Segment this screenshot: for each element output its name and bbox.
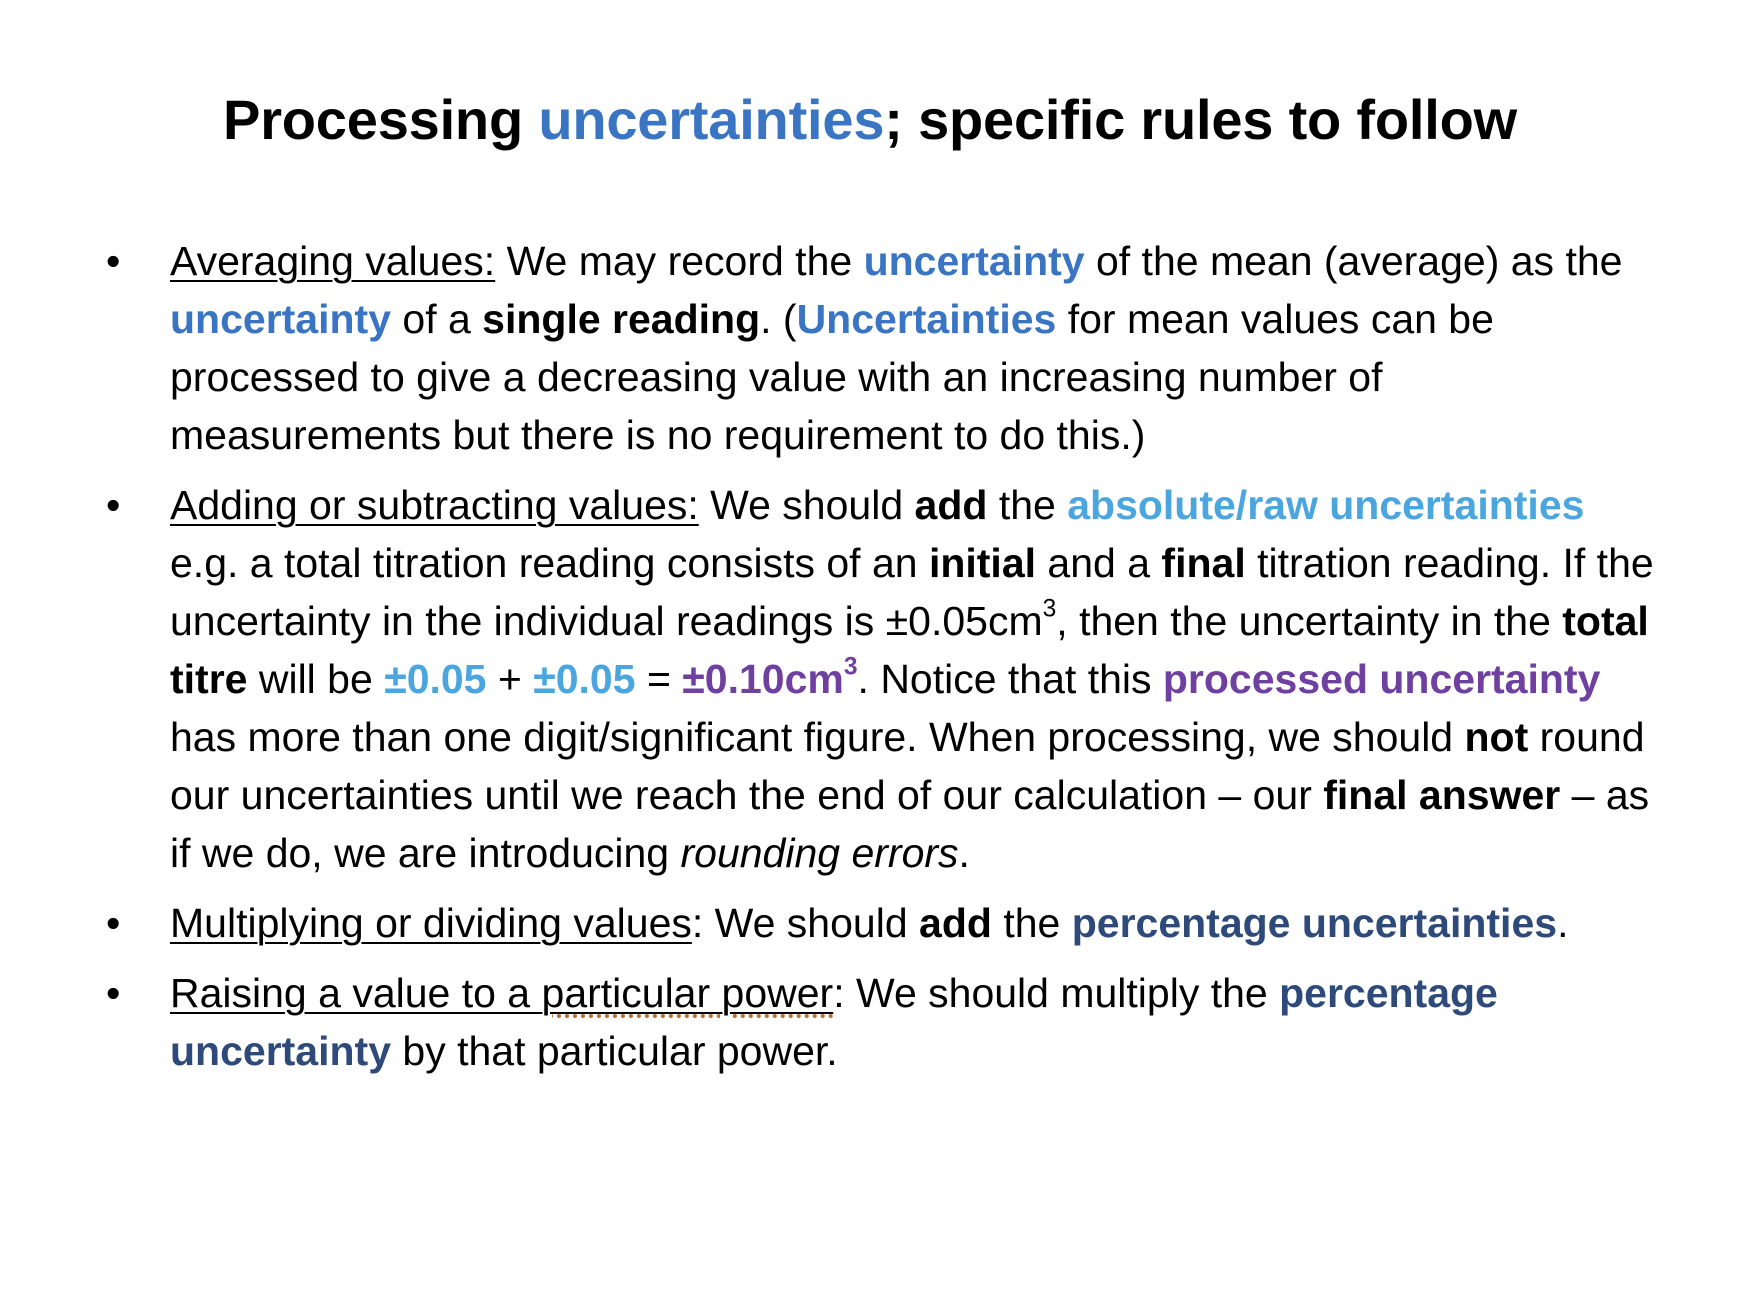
highlight-term: percentage uncertainty	[170, 970, 1498, 1074]
title-text-end: ; specific rules to follow	[884, 88, 1517, 151]
value-term: ±0.05	[384, 656, 487, 702]
text: and a	[1036, 540, 1162, 586]
text: for mean values can be processed to give a decreasing value with an increasing number of measurements but there is no requirement to do this.)	[170, 296, 1494, 458]
bullet-averaging	[102, 232, 1662, 464]
highlight-term: Uncertainties	[796, 296, 1057, 342]
text: – as if we do, we are introducing	[170, 772, 1650, 876]
highlight-term: percentage uncertainties	[1071, 900, 1558, 946]
bullet-heading: Adding or subtracting values:	[170, 482, 699, 528]
text: .	[1557, 900, 1569, 946]
text: titration reading. If the uncertainty in the individual readings is ±0.05cm	[170, 540, 1654, 644]
result-term	[682, 653, 858, 702]
result-value: ±0.10cm	[682, 656, 844, 702]
bold-term: final	[1161, 540, 1246, 586]
text: will be	[247, 656, 385, 702]
highlight-term: processed uncertainty	[1162, 656, 1601, 702]
text: . (	[760, 296, 797, 342]
text: by that particular power.	[391, 1028, 838, 1074]
text: the	[991, 900, 1072, 946]
text: : We should	[691, 900, 920, 946]
title-text: Processing	[223, 88, 539, 151]
bold-term: add	[914, 482, 988, 528]
bold-term: initial	[928, 540, 1037, 586]
slide-title	[0, 86, 1740, 154]
text: , then the uncertainty in the	[1056, 598, 1563, 644]
highlight-term: uncertainty	[863, 238, 1085, 284]
bullet-list	[102, 232, 1662, 1092]
text: of the mean (average) as the	[1084, 238, 1623, 284]
bold-term: not	[1464, 714, 1529, 760]
bullet-heading-part: particular power	[541, 970, 834, 1016]
bullet-raising-power	[102, 964, 1662, 1080]
bullet-heading-part: Raising a value to a	[170, 970, 542, 1016]
bullet-dot: •	[106, 238, 121, 284]
text: We should	[698, 482, 915, 528]
bullet-dot: •	[106, 970, 121, 1016]
text: We may record the	[495, 238, 864, 284]
bold-term: total titre	[170, 598, 1649, 702]
text: .	[958, 830, 970, 876]
italic-term: rounding errors	[680, 830, 959, 876]
superscript: 3	[843, 653, 858, 681]
text: has more than one digit/significant figure. When processing, we should	[170, 714, 1465, 760]
bold-term: add	[919, 900, 992, 946]
text: +	[486, 656, 534, 702]
highlight-term: uncertainty	[170, 296, 391, 342]
text: the	[987, 482, 1068, 528]
title-highlight: uncertainties	[538, 88, 885, 151]
value-term: ±0.05	[533, 656, 636, 702]
text: of a	[391, 296, 483, 342]
text: round our uncertainties until we reach the end of our calculation – our	[170, 714, 1645, 818]
bullet-heading: Averaging values:	[170, 238, 496, 284]
bullet-multiplying	[102, 894, 1662, 952]
bullet-heading	[170, 970, 833, 1016]
bullet-adding	[102, 476, 1662, 882]
text: =	[635, 656, 683, 702]
bullet-heading: Multiplying or dividing values	[170, 900, 692, 946]
highlight-term: absolute/raw uncertainties	[1067, 482, 1585, 528]
bold-term: final answer	[1323, 772, 1561, 818]
bullet-dot: •	[106, 482, 121, 528]
superscript: 3	[1042, 595, 1057, 623]
bold-term: single reading	[482, 296, 761, 342]
text: : We should multiply the	[833, 970, 1280, 1016]
text: e.g. a total titration reading consists of an	[170, 540, 929, 586]
text: . Notice that this	[857, 656, 1163, 702]
bullet-dot: •	[106, 900, 121, 946]
